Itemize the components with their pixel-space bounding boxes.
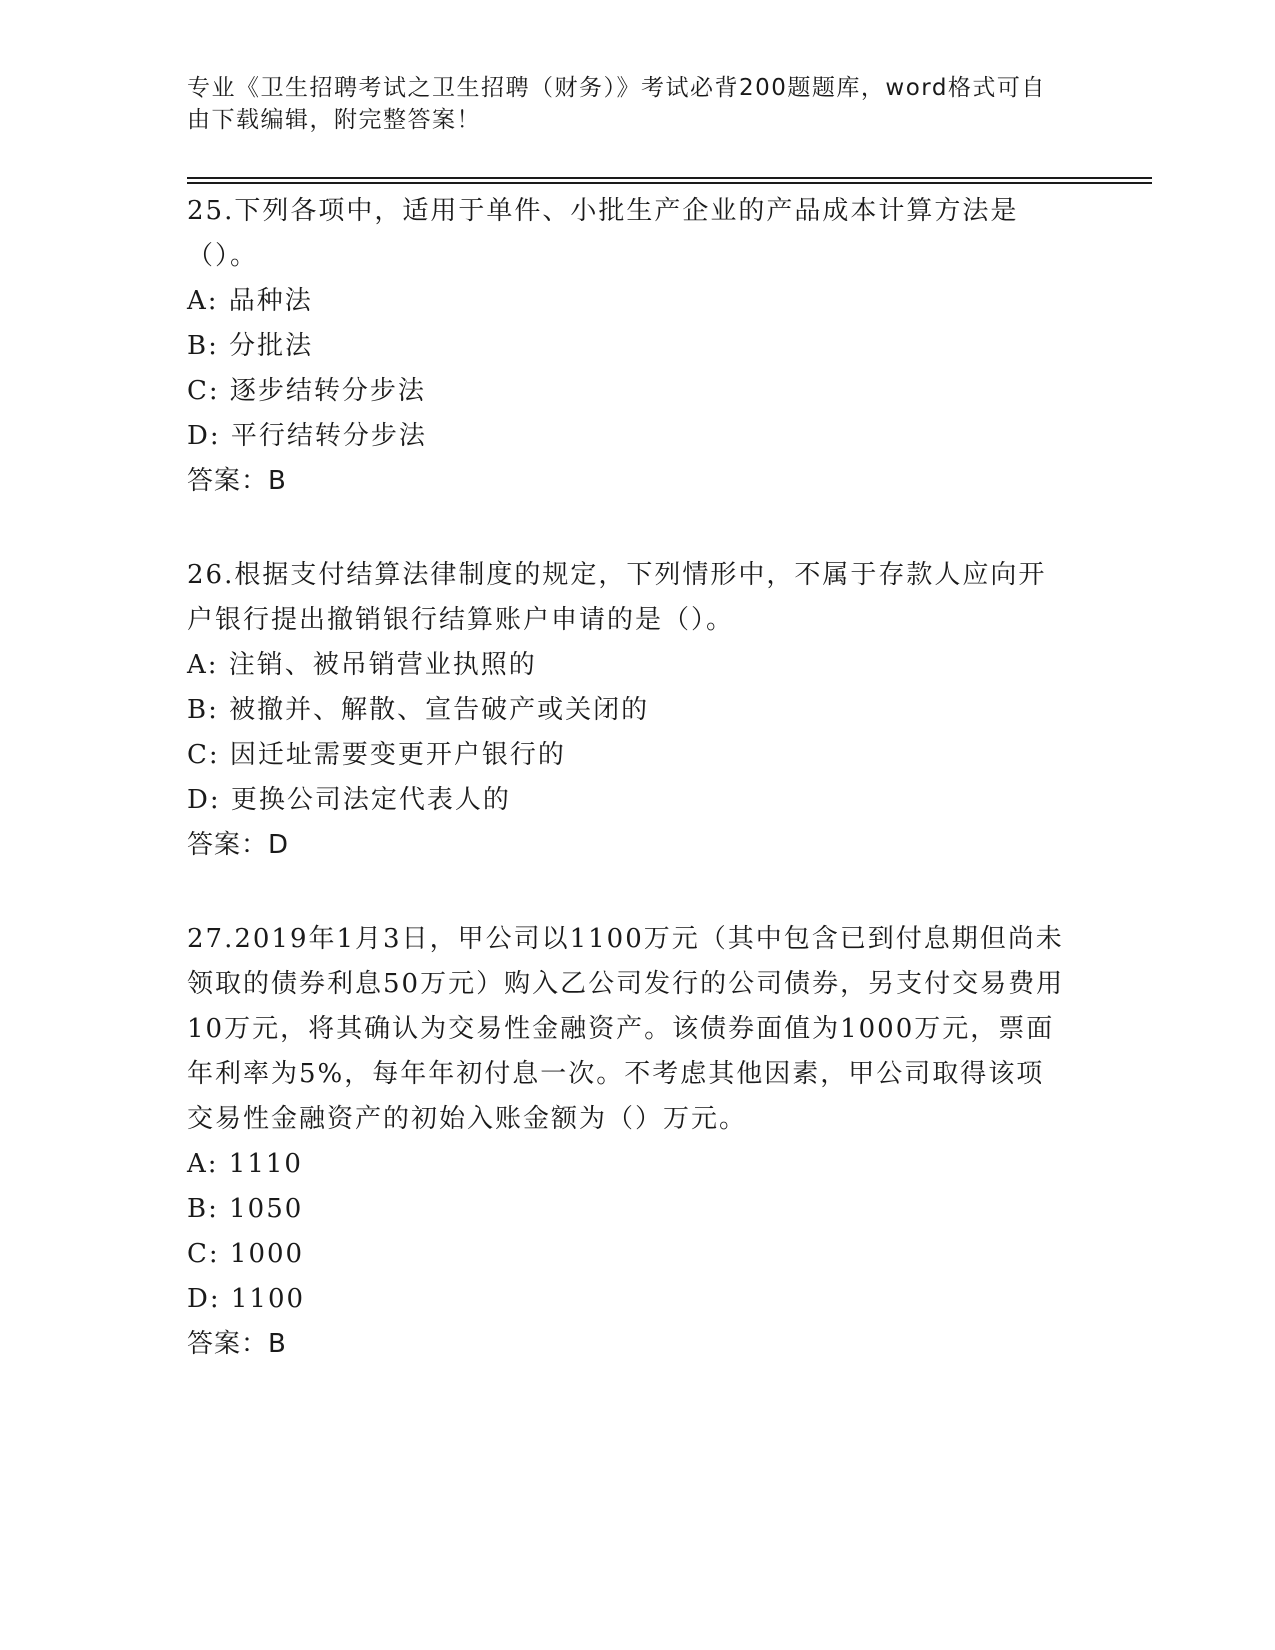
option-b: B: 被撤并、解散、宣告破产或关闭的	[187, 695, 650, 725]
header-divider-bottom	[187, 182, 1152, 184]
option-c: C: 逐步结转分步法	[187, 376, 426, 406]
option-d: D: 1100	[187, 1284, 306, 1314]
header-divider-top	[187, 177, 1152, 179]
option-c: C: 1000	[187, 1239, 305, 1269]
option-d: D: 平行结转分步法	[187, 421, 427, 451]
document-header: 专业《卫生招聘考试之卫生招聘（财务）》考试必背200题题库，word格式可自由下载编辑，附完整答案！	[187, 75, 1046, 133]
question-26	[187, 553, 1072, 868]
question-stem: 25.下列各项中，适用于单件、小批生产企业的产品成本计算方法是（）。	[187, 196, 1019, 271]
answer-line: 答案：B	[187, 1329, 287, 1359]
option-c: C: 因迁址需要变更开户银行的	[187, 740, 566, 770]
option-d: D: 更换公司法定代表人的	[187, 785, 511, 815]
answer-line: 答案：D	[187, 830, 290, 860]
question-stem: 27.2019年1月3日，甲公司以1100万元（其中包含已到付息期但尚未领取的债券利息50万元）购入乙公司发行的公司债券，另支付交易费用10万元，将其确认为交易性金融资产。该债券面值为1000万元，票面年利率为5%，每年年初付息一次。不考虑其他因素，甲公司取得该项交易性金融资产的初始入账金额为（）万元。	[187, 924, 1065, 1134]
question-stem: 26.根据支付结算法律制度的规定，下列情形中，不属于存款人应向开户银行提出撤销银行结算账户申请的是（）。	[187, 560, 1047, 635]
question-25	[187, 189, 1072, 504]
option-a: A: 注销、被吊销营业执照的	[187, 650, 537, 680]
option-b: B: 分批法	[187, 331, 314, 361]
option-b: B: 1050	[187, 1194, 304, 1224]
question-27	[187, 917, 1072, 1367]
option-a: A: 品种法	[187, 286, 313, 316]
answer-line: 答案：B	[187, 466, 287, 496]
option-a: A: 1110	[187, 1149, 303, 1179]
